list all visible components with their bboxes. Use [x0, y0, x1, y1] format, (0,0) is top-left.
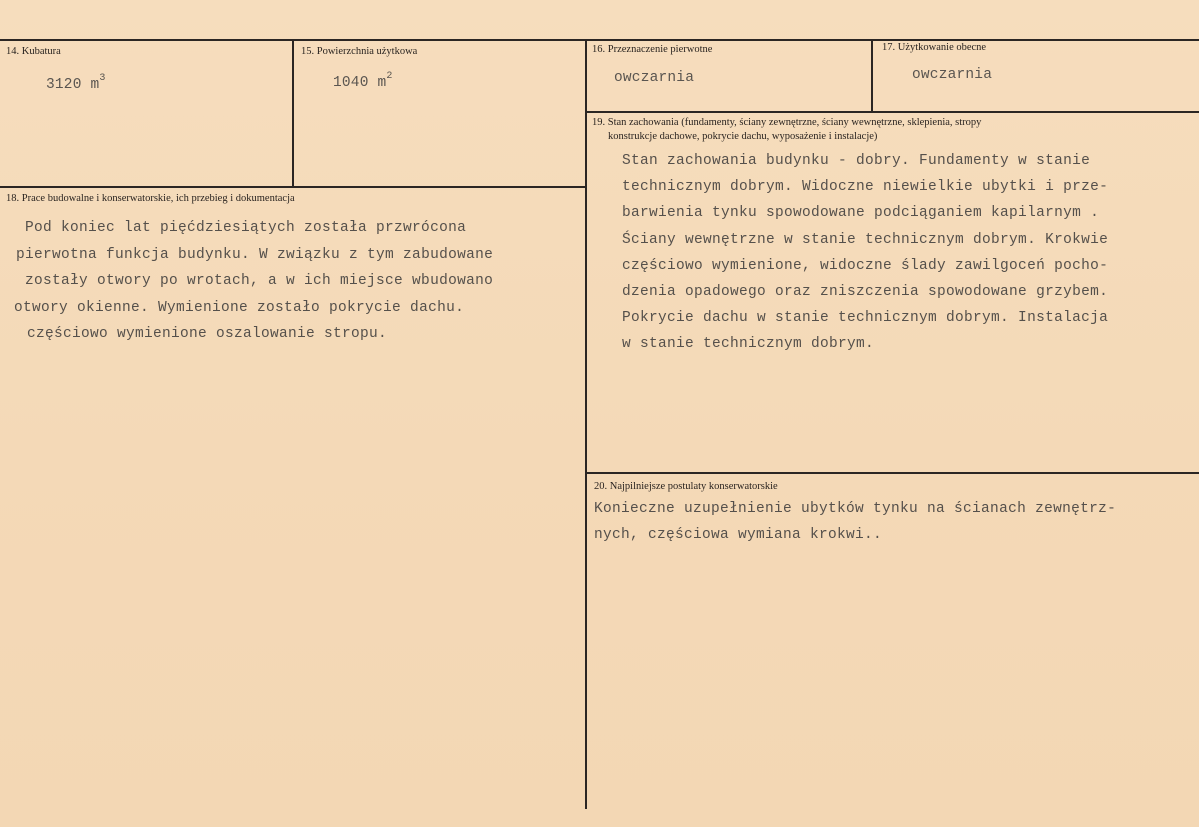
divider-19-20 — [587, 472, 1199, 474]
przeznaczenie-label: 16. Przeznaczenie pierwotne — [592, 44, 713, 55]
powierzchnia-label: 15. Powierzchnia użytkowa — [301, 46, 418, 57]
stan-line: dzenia opadowego oraz zniszczenia spowodowane grzybem. — [622, 284, 1109, 301]
uzytkowanie-value: owczarnia — [912, 67, 993, 83]
prace-line: częściowo wymienione oszalowanie stropu. — [27, 326, 388, 342]
stan-line: barwienia tynku spowodowane podciąganiem kapilarnym . — [622, 205, 1100, 222]
main-vertical-divider — [585, 41, 587, 809]
prace-line: zostały otwory po wrotach, a w ich miejsce wbudowano — [25, 273, 494, 289]
divider-16-17 — [871, 41, 873, 111]
kubatura-number: 3120 m — [46, 76, 100, 93]
kubatura-label: 14. Kubatura — [6, 46, 61, 57]
stan-label-line2: konstrukcje dachowe, pokrycie dachu, wyposażenie i instalacje) — [608, 131, 878, 142]
stan-line: Ściany wewnętrzne w stanie technicznym dobrym. Krokwie — [622, 231, 1109, 248]
divider-row1-row2-left — [0, 186, 585, 188]
kubatura-value — [46, 75, 106, 93]
top-border-line — [0, 39, 1199, 41]
postulaty-line: nych, częściowa wymiana krokwi.. — [594, 527, 883, 543]
powierzchnia-value — [333, 73, 393, 91]
prace-text — [14, 215, 494, 348]
stan-line: w stanie technicznym dobrym. — [622, 336, 875, 353]
postulaty-text — [594, 496, 1116, 548]
kubatura-exponent: 3 — [99, 73, 106, 84]
stan-line: Stan zachowania budynku - dobry. Fundamenty w stanie — [622, 153, 1091, 169]
stan-label-line1: 19. Stan zachowania (fundamenty, ściany zewnętrzne, ściany wewnętrzne, sklepienia, stropy — [592, 117, 982, 128]
divider-14-15 — [292, 41, 294, 187]
przeznaczenie-value: owczarnia — [614, 70, 695, 86]
stan-line: Pokrycie dachu w stanie technicznym dobrym. Instalacja — [622, 310, 1109, 327]
powierzchnia-number: 1040 m — [333, 74, 387, 91]
prace-line: Pod koniec lat pięćdziesiątych została przwrócona — [25, 220, 467, 236]
prace-label: 18. Prace budowalne i konserwatorskie, ich przebieg i dokumentacja — [6, 193, 295, 204]
uzytkowanie-label: 17. Użytkowanie obecne — [882, 42, 987, 53]
stan-line: technicznym dobrym. Widoczne niewielkie ubytki i prze- — [622, 179, 1109, 196]
postulaty-line: Konieczne uzupełnienie ubytków tynku na ścianach zewnętrz- — [594, 501, 1117, 517]
stan-text — [620, 148, 1108, 358]
prace-line: otwory okienne. Wymienione zostało pokrycie dachu. — [14, 299, 465, 316]
powierzchnia-exponent: 2 — [386, 71, 393, 82]
divider-16-19 — [587, 111, 1199, 113]
prace-line: pierwotna funkcja budynku. W związku z tym zabudowane — [16, 246, 494, 263]
postulaty-label: 20. Najpilniejsze postulaty konserwatorskie — [594, 481, 778, 492]
stan-line: częściowo wymienione, widoczne ślady zawilgoceń pocho- — [622, 257, 1109, 274]
